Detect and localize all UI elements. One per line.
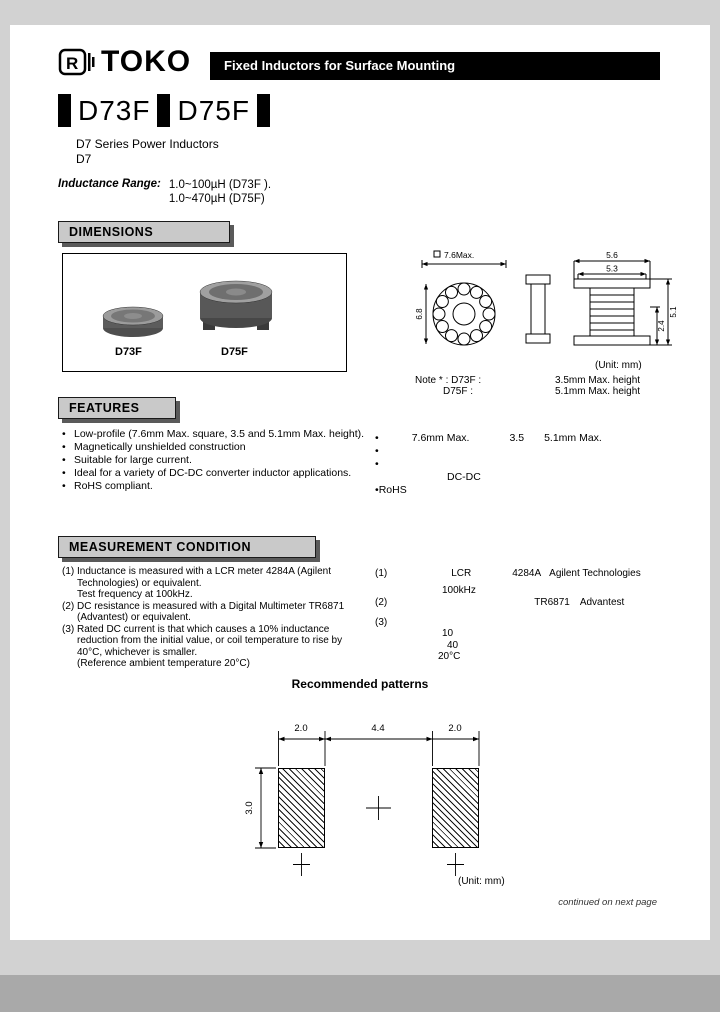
pattern-dimension-lines <box>235 713 525 893</box>
dimensions-unit-label: (Unit: mm) <box>595 360 642 371</box>
bullet-icon <box>62 428 74 441</box>
list-item <box>375 445 675 458</box>
inductance-range-label: Inductance Range: <box>58 178 161 190</box>
feature-text: Magnetically unshielded construction <box>74 441 246 453</box>
patterns-title: Recommended patterns <box>291 677 429 691</box>
feature-text: Low-profile (7.6mm Max. square, 3.5 and 5.1mm Max. height). <box>74 428 365 440</box>
series-line1: D7 Series Power Inductors <box>76 137 219 151</box>
list-item <box>62 454 367 467</box>
section-header-measurement: MEASUREMENT CONDITION <box>58 536 316 558</box>
black-block-icon <box>58 94 71 127</box>
measurement-ref: (2) <box>375 597 388 608</box>
feature-text: RoHS <box>378 484 407 496</box>
measurement-item: Test frequency at 100kHz. <box>77 589 193 600</box>
logo-text: TOKO <box>101 45 192 78</box>
header-banner: Fixed Inductors for Surface Mounting <box>210 52 660 80</box>
features-list-right <box>375 432 675 497</box>
dim-height-side-label: 6.8 <box>415 308 424 320</box>
dim-width-outer-label: 5.6 <box>606 250 618 260</box>
dimension-drawings <box>390 247 686 375</box>
measurement-row <box>375 628 675 640</box>
series-line2: D7 <box>76 152 92 166</box>
patterns-unit-label: (Unit: mm) <box>458 876 505 887</box>
pad-height-label: 3.0 <box>244 801 255 815</box>
square-dimension-icon <box>434 251 440 257</box>
dim-width-inner-label: 5.3 <box>606 263 618 274</box>
top-view-drawing <box>414 249 514 361</box>
bullet-icon <box>375 458 379 470</box>
part-numbers <box>58 94 270 127</box>
list-item <box>375 432 675 445</box>
measurement-row <box>375 640 675 652</box>
pad-gap-label: 4.4 <box>371 723 385 734</box>
measurement-row <box>375 617 675 629</box>
note-d75f-label: D75F : <box>443 386 474 397</box>
measurement-item: (2) DC resistance is measured with a Digital Multimeter TR6871 (Advantest) or equivalent. <box>62 600 345 623</box>
list-item <box>375 471 675 484</box>
d73f-photo <box>97 292 169 340</box>
feature-text: 5.1mm Max. <box>544 432 602 444</box>
measurement-row <box>375 597 675 609</box>
dim-square-label: 7.6Max. <box>444 250 475 260</box>
toko-logo <box>58 45 191 79</box>
measurement-ref: 20°C <box>438 651 461 662</box>
note-d75f-value: 5.1mm Max. height <box>555 386 641 397</box>
measurement-row <box>375 585 675 597</box>
measurement-ref: 10 <box>442 628 454 639</box>
measurement-item: (1) Inductance is measured with a LCR meter 4284A (Agilent Technologies) or equivalent. <box>62 566 332 589</box>
list-item <box>62 480 367 493</box>
measurement-item: (Reference ambient temperature 20°C) <box>77 658 250 669</box>
measurement-row <box>375 651 675 663</box>
d75f-photo <box>191 272 281 334</box>
feature-text: 7.6mm Max. <box>411 432 470 444</box>
list-item <box>375 484 675 497</box>
note-prefix: Note * : D73F : <box>415 375 482 386</box>
logo-mark-letter: R <box>66 54 79 73</box>
measurement-conditions <box>62 566 354 670</box>
inductance-range-d73f: 1.0~100µH (D73F ). <box>168 179 272 191</box>
black-block-icon <box>157 94 170 127</box>
product-photo-box <box>62 253 347 372</box>
continued-note: continued on next page <box>558 897 657 908</box>
inductance-range-values <box>169 178 271 206</box>
feature-text: Suitable for large current. <box>74 454 192 466</box>
dim-h-small-label: 2.4 <box>657 320 666 332</box>
photo-label-d75f: D75F <box>221 346 248 358</box>
note-d73f-value: 3.5mm Max. height <box>555 375 641 386</box>
measurement-ref: (3) <box>375 616 388 628</box>
measurement-ref: LCR <box>451 568 472 579</box>
list-item <box>62 441 367 454</box>
measurement-item: (3) Rated DC current is that which causes a 10% inductance reduction from the initial value, or coil temperature to rise by 40°C, whichever is smaller. <box>62 623 343 658</box>
dimensions-note-line2 <box>415 386 640 397</box>
measurement-conditions-right <box>375 568 675 663</box>
inductance-range <box>58 178 271 206</box>
toko-logo-mark-icon <box>58 46 96 78</box>
datasheet-page <box>10 25 710 940</box>
measurement-ref: (1) <box>375 568 388 579</box>
measurement-ref: Advantest <box>579 597 625 608</box>
dimensions-note-line1 <box>415 375 640 386</box>
part-number-d73f: D73F <box>78 94 151 126</box>
pad-width-left-label: 2.0 <box>294 723 308 734</box>
features-list <box>62 428 367 493</box>
dim-h-large-label: 5.1 <box>669 306 678 318</box>
side-view-drawing <box>522 273 554 345</box>
feature-text: 3.5 <box>509 432 525 444</box>
list-item <box>62 467 367 480</box>
bottom-gray-band <box>0 975 720 1012</box>
feature-text: RoHS compliant. <box>74 480 153 492</box>
feature-text: DC-DC <box>447 471 481 483</box>
photo-label-d73f: D73F <box>115 346 142 358</box>
black-block-icon <box>257 94 270 127</box>
recommended-pattern-diagram <box>235 713 525 893</box>
measurement-ref: 100kHz <box>442 584 476 596</box>
bullet-icon <box>62 441 74 454</box>
inductance-range-d75f: 1.0~470µH (D75F) <box>168 193 265 205</box>
bullet-icon <box>375 432 379 444</box>
bullet-icon <box>62 454 74 467</box>
part-number-d75f: D75F <box>177 94 250 126</box>
measurement-ref: TR6871 <box>534 597 570 608</box>
list-item <box>62 428 367 441</box>
section-header-features: FEATURES <box>58 397 176 419</box>
bullet-icon <box>375 445 379 457</box>
measurement-ref: Agilent Technologies <box>549 568 641 579</box>
pad-width-right-label: 2.0 <box>448 723 462 734</box>
bullet-icon <box>62 480 74 493</box>
measurement-ref: 4284A <box>512 568 542 579</box>
measurement-ref: 40 <box>447 639 459 651</box>
series-description <box>76 137 219 167</box>
bullet-icon <box>62 467 74 480</box>
front-view-drawing <box>562 249 684 359</box>
measurement-row <box>375 568 675 580</box>
list-item <box>375 458 675 471</box>
section-header-dimensions: DIMENSIONS <box>58 221 230 243</box>
feature-text: Ideal for a variety of DC-DC converter inductor applications. <box>74 467 352 479</box>
